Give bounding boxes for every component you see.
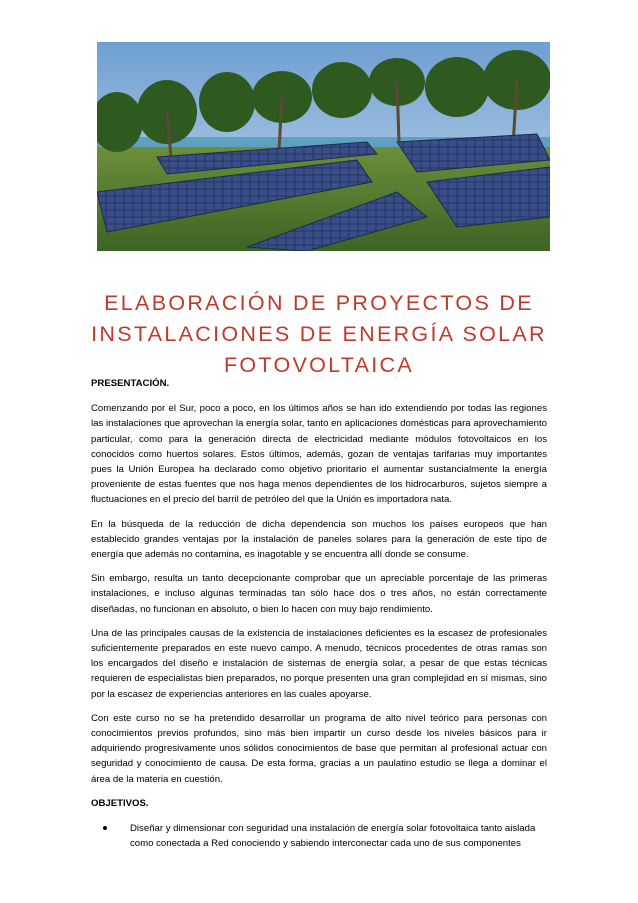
- title-line-3: FOTOVOLTAICA: [223, 353, 415, 377]
- paragraph: Comenzando por el Sur, poco a poco, en los últimos años se han ido extendiendo por todas las regiones las instalaciones que aprovechan la energía solar, tanto en aplicaciones domésticas para aprovechamiento particular, como para la generación directa de electricidad mediante módulos fotovoltaicos en los conocidos como huertos solares. Estos últimos, además, gozan de ventajas tarifarias muy importantes pues la Unión Europea ha declarado como objetivo prioritario el aumentar sustancialmente la energía proveniente de estas fuentes que nos haga menos dependientes de los hidrocarburos, sujetos siempre a fluctuaciones en el precio del barril de petróleo del que la Unión es importadora nata.: [91, 403, 547, 506]
- document-body: [91, 376, 547, 851]
- paragraph: En la búsqueda de la reducción de dicha dependencia son muchos los países europeos que han establecido grandes ventajas por la instalación de paneles solares para la generación de este tipo de energía que además no contamina, es inagotable y se encuentra allí donde se consume.: [91, 518, 547, 561]
- title-line-1: ELABORACIÓN DE PROYECTOS DE: [104, 291, 534, 315]
- list-item: [91, 821, 547, 851]
- section-heading-objetivos: OBJETIVOS.: [91, 797, 149, 809]
- section-heading-presentacion: PRESENTACIÓN.: [91, 378, 170, 389]
- solar-panels-photo: [97, 42, 550, 251]
- document-title: [60, 288, 578, 381]
- paragraph: Una de las principales causas de la existencia de instalaciones deficientes es la escasez de profesionales suficientemente preparados en este nuevo campo. A menudo, técnicos procedentes de otras ramas son los encargados del diseño e instalación de sistemas de energía solar, a pesar de que estas técnicas requieren de especialistas bien preparados, no porque presenten una gran complejidad en sí mismas, sino por la escasez de experiencias anteriores en las cuales apoyarse.: [91, 627, 547, 700]
- paragraph: Sin embargo, resulta un tanto decepcionante comprobar que un apreciable porcentaje de las primeras instalaciones, e incluso algunas terminadas tan sólo hace dos o tres años, no están correctamente diseñadas, no funcionan en absoluto, o bien lo hacen con muy bajo rendimiento.: [91, 573, 547, 615]
- list-item-text: Diseñar y dimensionar con seguridad una instalación de energía solar fotovoltaica tanto aislada como conectada a Red conociendo y sabiendo interconectar cada uno de sus componentes: [130, 823, 536, 850]
- paragraph: Con este curso no se ha pretendido desarrollar un programa de alto nivel teórico para personas con conocimientos previos profundos, sino más bien impartir un curso desde los niveles básicos para ir adquiriendo progresivamente unos sólidos conocimientos de base que permitan al profesional actuar con seguridad y conocimiento de causa. De esta forma, gracias a un paulatino estudio se llega a dominar el área de la materia en cuestión.: [91, 712, 547, 785]
- objectives-list: [91, 821, 547, 851]
- bullet-icon: [103, 826, 107, 830]
- title-line-2: INSTALACIONES DE ENERGÍA SOLAR: [91, 322, 547, 346]
